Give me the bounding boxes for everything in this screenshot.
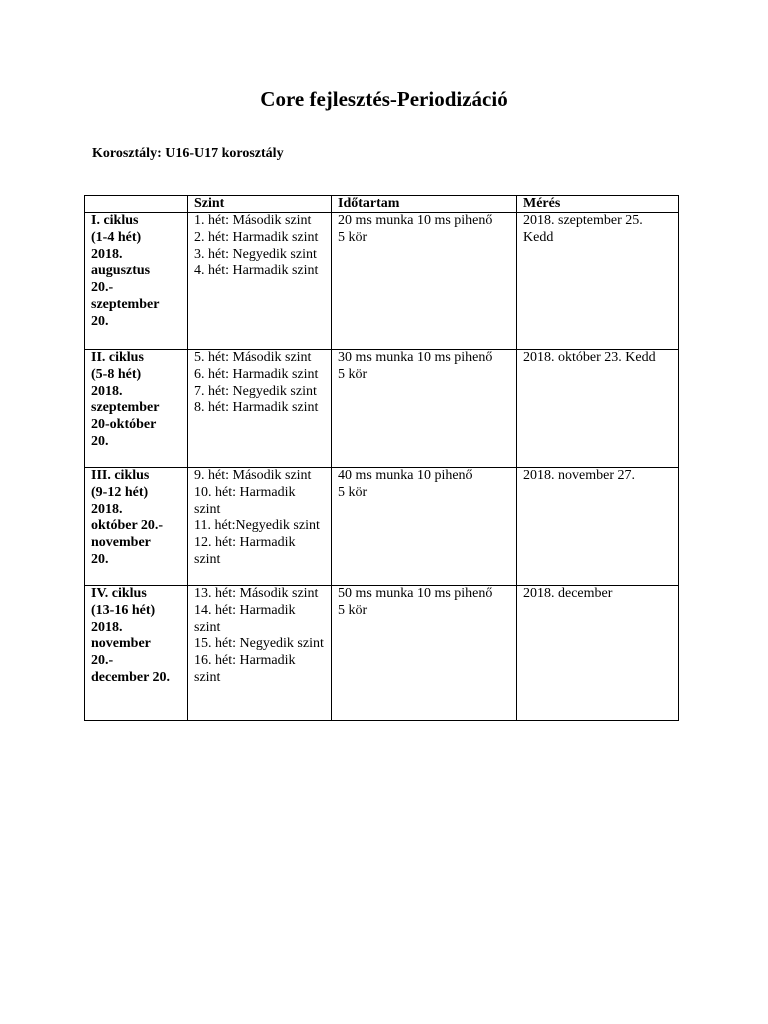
cycle-line: augusztus xyxy=(91,263,151,279)
cycle-line: I. ciklus xyxy=(91,213,139,228)
cycle-cell xyxy=(85,468,188,586)
header-duration: Időtartam xyxy=(332,196,517,213)
duration-item: 20 ms munka 10 ms pihenő xyxy=(338,213,493,228)
measurement-cell xyxy=(517,468,679,586)
age-group-label: Korosztály: U16-U17 korosztály xyxy=(92,146,284,161)
measurement-cell xyxy=(517,350,679,468)
cycle-line: 2018. xyxy=(91,246,123,262)
level-item: 12. hét: Harmadik szint xyxy=(194,535,296,567)
duration-item: 30 ms munka 10 ms pihenő xyxy=(338,350,493,365)
measurement-item: 2018. december xyxy=(523,586,613,601)
cycle-line: 20.- xyxy=(91,653,114,669)
cycle-line: (13-16 hét) xyxy=(91,602,156,618)
cycle-line: november xyxy=(91,535,151,551)
measurement-cell xyxy=(517,213,679,350)
level-item: 10. hét: Harmadik szint xyxy=(194,484,296,517)
level-item: 4. hét: Harmadik szint xyxy=(194,263,319,279)
cycle-line: október 20.- xyxy=(91,518,164,534)
level-item: 1. hét: Második szint xyxy=(194,213,312,228)
level-item: 15. hét: Negyedik szint xyxy=(194,636,324,652)
level-item: 3. hét: Negyedik szint xyxy=(194,246,317,262)
duration-cell xyxy=(332,213,517,350)
level-item: 8. hét: Harmadik szint xyxy=(194,400,319,416)
duration-item: 50 ms munka 10 ms pihenő xyxy=(338,586,493,601)
cycle-line: III. ciklus xyxy=(91,468,150,483)
cycle-line: 20. xyxy=(91,313,109,329)
cycle-line: szeptember xyxy=(91,296,160,312)
level-item: 13. hét: Második szint xyxy=(194,586,319,601)
table-row xyxy=(85,586,679,721)
duration-cell xyxy=(332,586,517,721)
measurement-item: 2018. november 27. xyxy=(523,468,635,483)
cycle-line: (9-12 hét) xyxy=(91,484,149,500)
header-level: Szint xyxy=(188,196,332,213)
measurement-item: 2018. október 23. Kedd xyxy=(523,350,656,365)
cycle-line: 20.- xyxy=(91,280,114,296)
level-item: 11. hét:Negyedik szint xyxy=(194,518,320,534)
level-cell xyxy=(188,350,332,468)
cycle-cell xyxy=(85,586,188,721)
measurement-cell xyxy=(517,586,679,721)
table-row xyxy=(85,213,679,350)
table-header-row xyxy=(85,196,679,213)
cycle-line: IV. ciklus xyxy=(91,586,147,601)
duration-cell xyxy=(332,468,517,586)
document-title: Core fejlesztés-Periodizáció xyxy=(260,87,508,111)
cycle-line: (5-8 hét) xyxy=(91,366,142,382)
cycle-cell xyxy=(85,213,188,350)
level-item: 6. hét: Harmadik szint xyxy=(194,366,319,382)
cycle-cell xyxy=(85,350,188,468)
table-row xyxy=(85,468,679,586)
duration-item: 5 kör xyxy=(338,602,368,618)
duration-item: 5 kör xyxy=(338,229,368,245)
duration-item: 40 ms munka 10 pihenő xyxy=(338,468,473,483)
cycle-line: II. ciklus xyxy=(91,350,144,365)
level-item: 2. hét: Harmadik szint xyxy=(194,229,319,245)
duration-item: 5 kör xyxy=(338,366,368,382)
level-item: 16. hét: Harmadik szint xyxy=(194,653,296,685)
duration-cell xyxy=(332,350,517,468)
cycle-line: 2018. xyxy=(91,501,123,517)
level-cell xyxy=(188,213,332,350)
cycle-line: 20. xyxy=(91,551,109,567)
measurement-item: 2018. szeptember 25. Kedd xyxy=(523,213,643,245)
cycle-line: 20. xyxy=(91,433,109,449)
level-item: 5. hét: Második szint xyxy=(194,350,312,365)
level-cell xyxy=(188,468,332,586)
cycle-line: 2018. xyxy=(91,619,123,635)
table-row xyxy=(85,350,679,468)
level-item: 14. hét: Harmadik szint xyxy=(194,602,296,635)
periodization-table xyxy=(84,195,679,721)
header-measurement: Mérés xyxy=(517,196,679,213)
cycle-line: december 20. xyxy=(91,669,171,685)
cycle-line: (1-4 hét) xyxy=(91,229,142,245)
cycle-line: november xyxy=(91,636,151,652)
level-item: 7. hét: Negyedik szint xyxy=(194,383,317,399)
duration-item: 5 kör xyxy=(338,484,368,500)
cycle-line: szeptember xyxy=(91,400,160,416)
header-cycle xyxy=(85,196,188,213)
cycle-line: 2018. xyxy=(91,383,123,399)
level-item: 9. hét: Második szint xyxy=(194,468,312,483)
cycle-line: 20-október xyxy=(91,417,157,433)
level-cell xyxy=(188,586,332,721)
